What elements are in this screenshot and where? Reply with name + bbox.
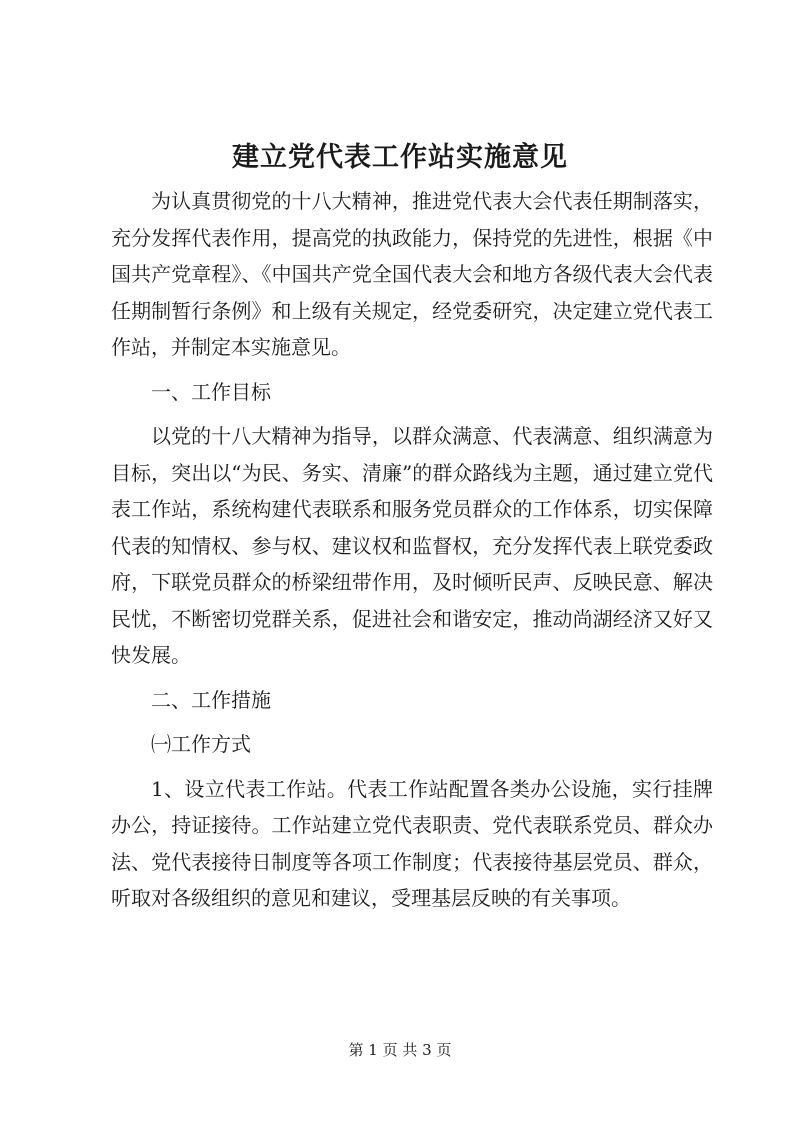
document-title: 建立党代表工作站实施意见	[232, 142, 568, 173]
document-body	[111, 183, 713, 917]
page-number-footer: 第 1 页 共 3 页	[348, 1041, 452, 1059]
section-heading-goals: 一、工作目标	[151, 379, 271, 404]
section-heading-measures: 二、工作措施	[151, 687, 271, 712]
working-method-paragraph: 1、设立代表工作站。代表工作站配置各类办公设施，实行挂牌办公，持证接待。工作站建立党代表职责、党代表联系党员、群众办法、党代表接待日制度等各项工作制度；代表接待基层党员、群众，听取对各级组织的意见和建议，受理基层反映的有关事项。	[111, 776, 713, 910]
goals-paragraph: 以党的十八大精神为指导，以群众满意、代表满意、组织满意为目标，突出以“为民、务实、清廉”的群众路线为主题，通过建立党代表工作站，系统构建代表联系和服务党员群众的工作体系，切实保障代表的知情权、参与权、建议权和监督权，充分发挥代表上联党委政府，下联党员群众的桥梁纽带作用，及时倾听民声、反映民意、解决民忧，不断密切党群关系，促进社会和谐安定，推动尚湖经济又好又快发展。	[111, 424, 713, 667]
intro-paragraph: 为认真贯彻党的十八大精神，推进党代表大会代表任期制落实，充分发挥代表作用，提高党的执政能力，保持党的先进性，根据《中国共产党章程》、《中国共产党全国代表大会和地方各级代表大会代表任期制暂行条例》和上级有关规定，经党委研究，决定建立党代表工作站，并制定本实施意见。	[111, 189, 713, 359]
subsection-heading-working-method: ㈠工作方式	[151, 732, 251, 756]
